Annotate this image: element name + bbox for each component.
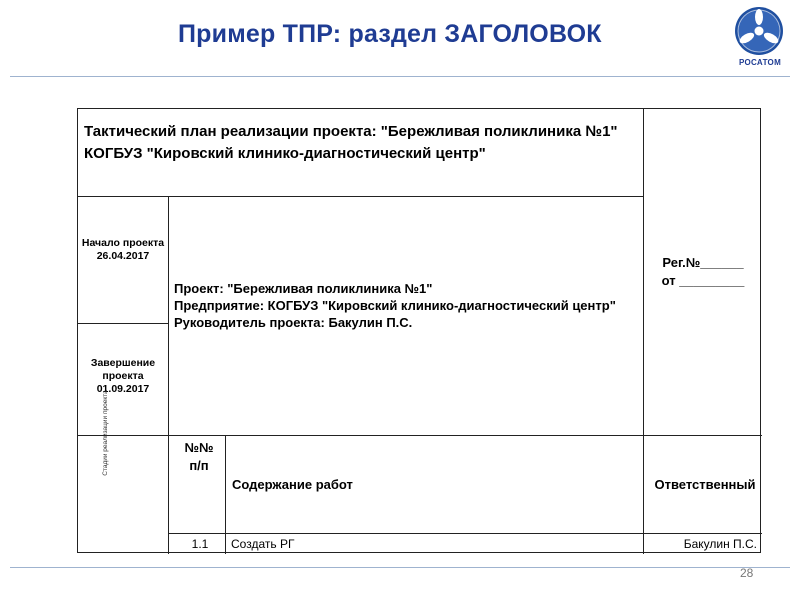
- stages-label: Стадии реализации проекта: [102, 390, 109, 476]
- header-divider: [10, 76, 790, 77]
- slide-title: Пример ТПР: раздел ЗАГОЛОВОК: [178, 20, 602, 48]
- divider: [643, 109, 644, 554]
- page-number: 28: [740, 566, 754, 580]
- registration-block: [647, 254, 759, 290]
- end-date: 01.09.2017: [96, 383, 150, 395]
- reg-date: от _________: [661, 273, 745, 288]
- project-manager: Руководитель проекта: Бакулин П.С.: [174, 315, 413, 330]
- start-date: 26.04.2017: [96, 250, 150, 262]
- divider: [78, 196, 643, 197]
- logo-text: РОСАТОМ: [738, 58, 782, 67]
- footer-divider: [10, 567, 790, 568]
- column-header-content: Содержание работ: [232, 477, 353, 492]
- plan-title: Тактический план реализации проекта: "Бережливая поликлиника №1" КОГБУЗ "Кировский клинико-диагностический центр": [84, 123, 618, 162]
- tpr-header-table: [77, 108, 761, 553]
- divider: [168, 196, 169, 554]
- table-row-responsible: Бакулин П.С.: [683, 537, 757, 551]
- project-name: Проект: "Бережливая поликлиника №1": [174, 281, 433, 296]
- column-header-responsible: Ответственный: [654, 477, 756, 492]
- project-start: [78, 237, 168, 263]
- divider: [168, 533, 762, 534]
- reg-number: Рег.№______: [662, 255, 744, 270]
- column-header-number-line2: п/п: [189, 458, 209, 473]
- divider: [78, 323, 168, 324]
- column-header-number-line1: №№: [184, 440, 214, 455]
- table-row-task: Создать РГ: [231, 537, 295, 551]
- enterprise-name: Предприятие: КОГБУЗ "Кировский клинико-диагностический центр": [174, 298, 616, 313]
- project-info: [174, 280, 644, 331]
- column-header-number: [170, 439, 228, 475]
- divider: [78, 435, 762, 436]
- project-end: [78, 357, 168, 396]
- end-label: Завершение проекта: [90, 357, 156, 382]
- table-row-number: 1.1: [191, 537, 209, 551]
- start-label: Начало проекта: [81, 237, 165, 249]
